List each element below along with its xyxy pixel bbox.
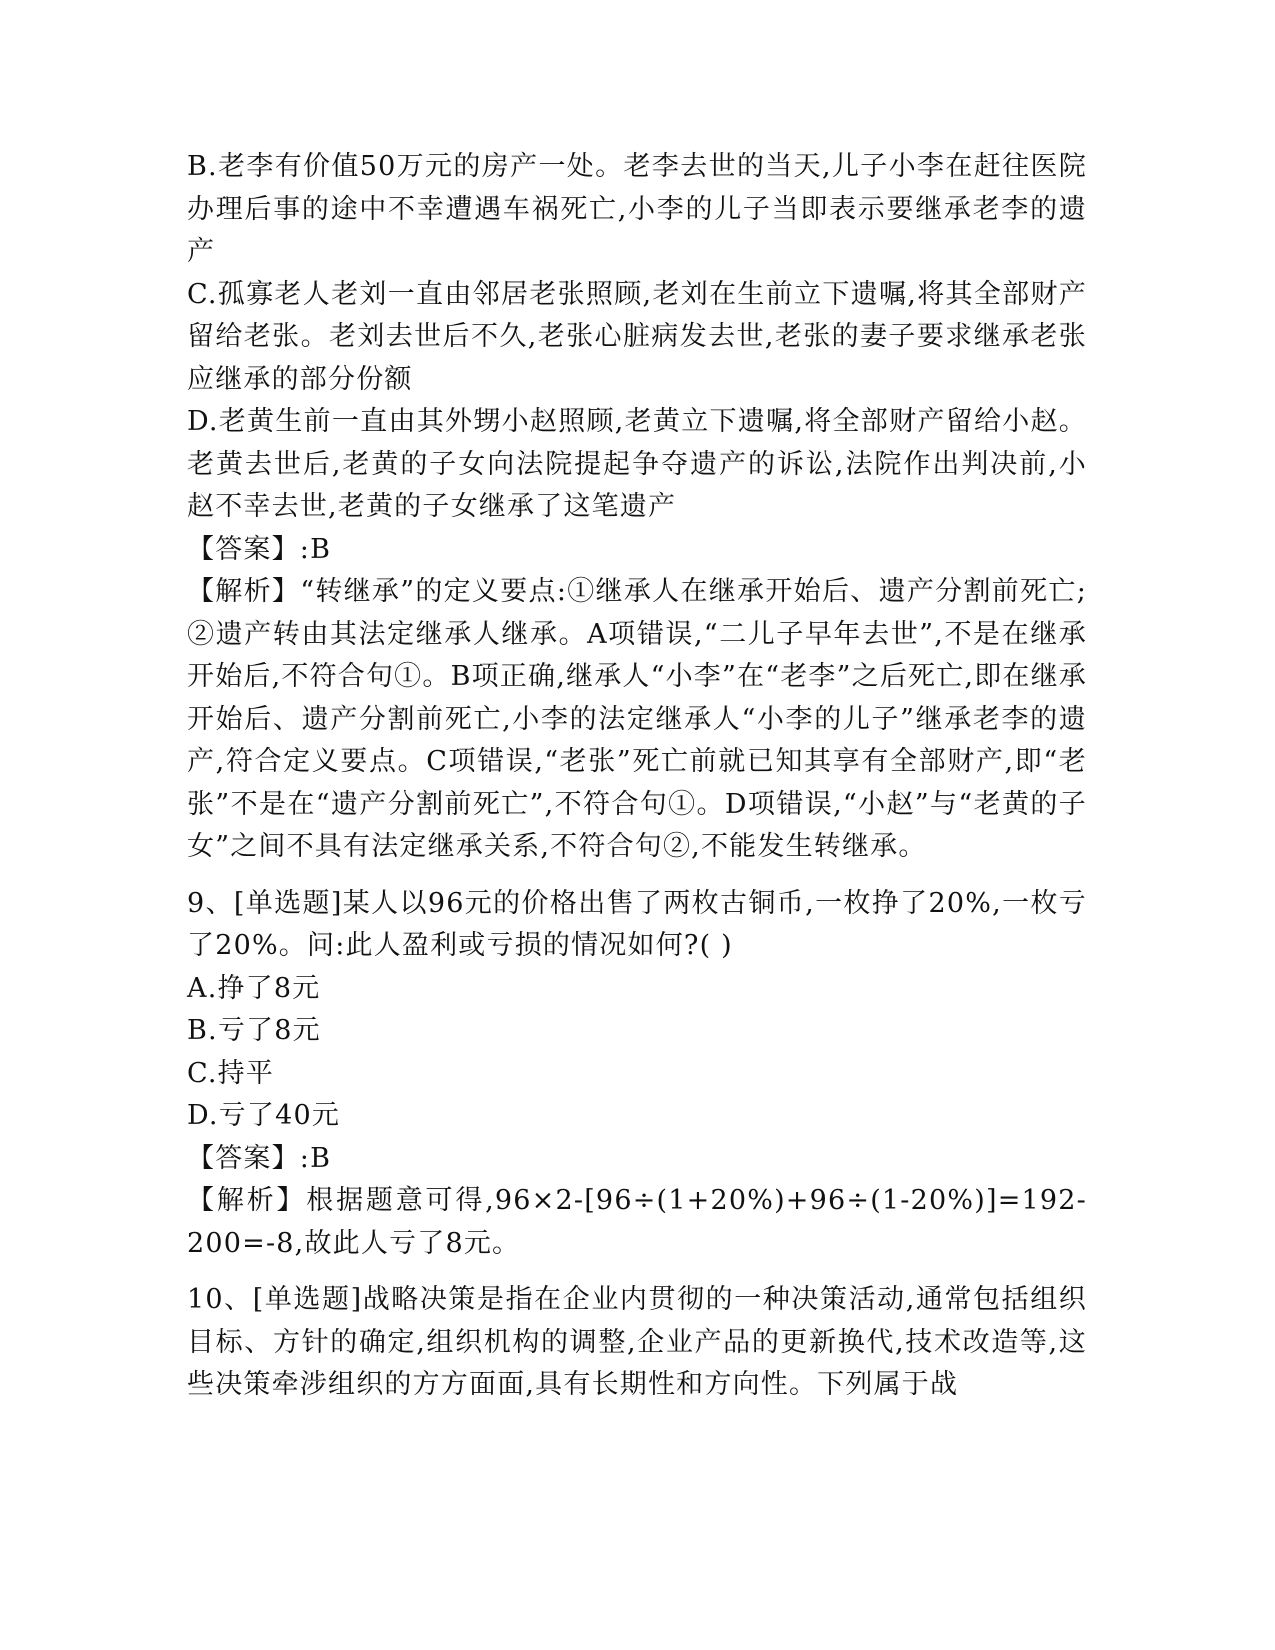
question-spacer bbox=[187, 1265, 1087, 1279]
q9-option-d: D.亏了40元 bbox=[187, 1100, 341, 1131]
q9-stem: 9、[单选题]某人以96元的价格出售了两枚古铜币,一枚挣了20%,一枚亏了20%。问:此人盈利或亏损的情况如何?( ) bbox=[187, 887, 1087, 961]
q9-answer: 【答案】:B bbox=[187, 1142, 332, 1174]
q8-option-d: D.老黄生前一直由其外甥小赵照顾,老黄立下遗嘱,将全部财产留给小赵。老黄去世后,老黄的子女向法院提起争夺遗产的诉讼,法院作出判决前,小赵不幸去世,老黄的子女继承了这笔遗产 bbox=[187, 406, 1087, 522]
q8-analysis: 【解析】“转继承”的定义要点:①继承人在继承开始后、遗产分割前死亡;②遗产转由其法定继承人继承。A项错误,“二儿子早年去世”,不是在继承开始后,不符合句①。B项正确,继承人“小李”在“老李”之后死亡,即在继承开始后、遗产分割前死亡,小李的法定继承人“小李的儿子”继承老李的遗产,符合定义要点。C项错误,“老张”死亡前就已知其享有全部财产,即“老张”不是在“遗产分割前死亡”,不符合句①。D项错误,“小赵”与“老黄的子女”之间不具有法定继承关系,不符合句②,不能发生转继承。 bbox=[187, 576, 1088, 862]
q8-option-c: C.孤寡老人老刘一直由邻居老张照顾,老刘在生前立下遗嘱,将其全部财产留给老张。老刘去世后不久,老张心脏病发去世,老张的妻子要求继承老张应继承的部分份额 bbox=[187, 278, 1087, 395]
q9-option-c: C.持平 bbox=[187, 1057, 275, 1089]
q9-option-b: B.亏了8元 bbox=[187, 1015, 321, 1046]
q9-option-a: A.挣了8元 bbox=[187, 972, 321, 1004]
page-content bbox=[187, 146, 1087, 1407]
q9-analysis: 【解析】根据题意可得,96×2-[96÷(1+20%)+96÷(1-20%)]=192-200=-8,故此人亏了8元。 bbox=[187, 1185, 1087, 1259]
q10-stem: 10、[单选题]战略决策是指在企业内贯彻的一种决策活动,通常包括组织目标、方针的确定,组织机构的调整,企业产品的更新换代,技术改造等,这些决策牵涉组织的方方面面,具有长期性和方向性。下列属于战 bbox=[187, 1284, 1087, 1400]
q8-option-b: B.老李有价值50万元的房产一处。老李去世的当天,儿子小李在赶往医院办理后事的途中不幸遭遇车祸死亡,小李的儿子当即表示要继承老李的遗产 bbox=[187, 151, 1087, 267]
question-spacer bbox=[187, 869, 1087, 883]
q8-answer: 【答案】:B bbox=[187, 533, 332, 565]
